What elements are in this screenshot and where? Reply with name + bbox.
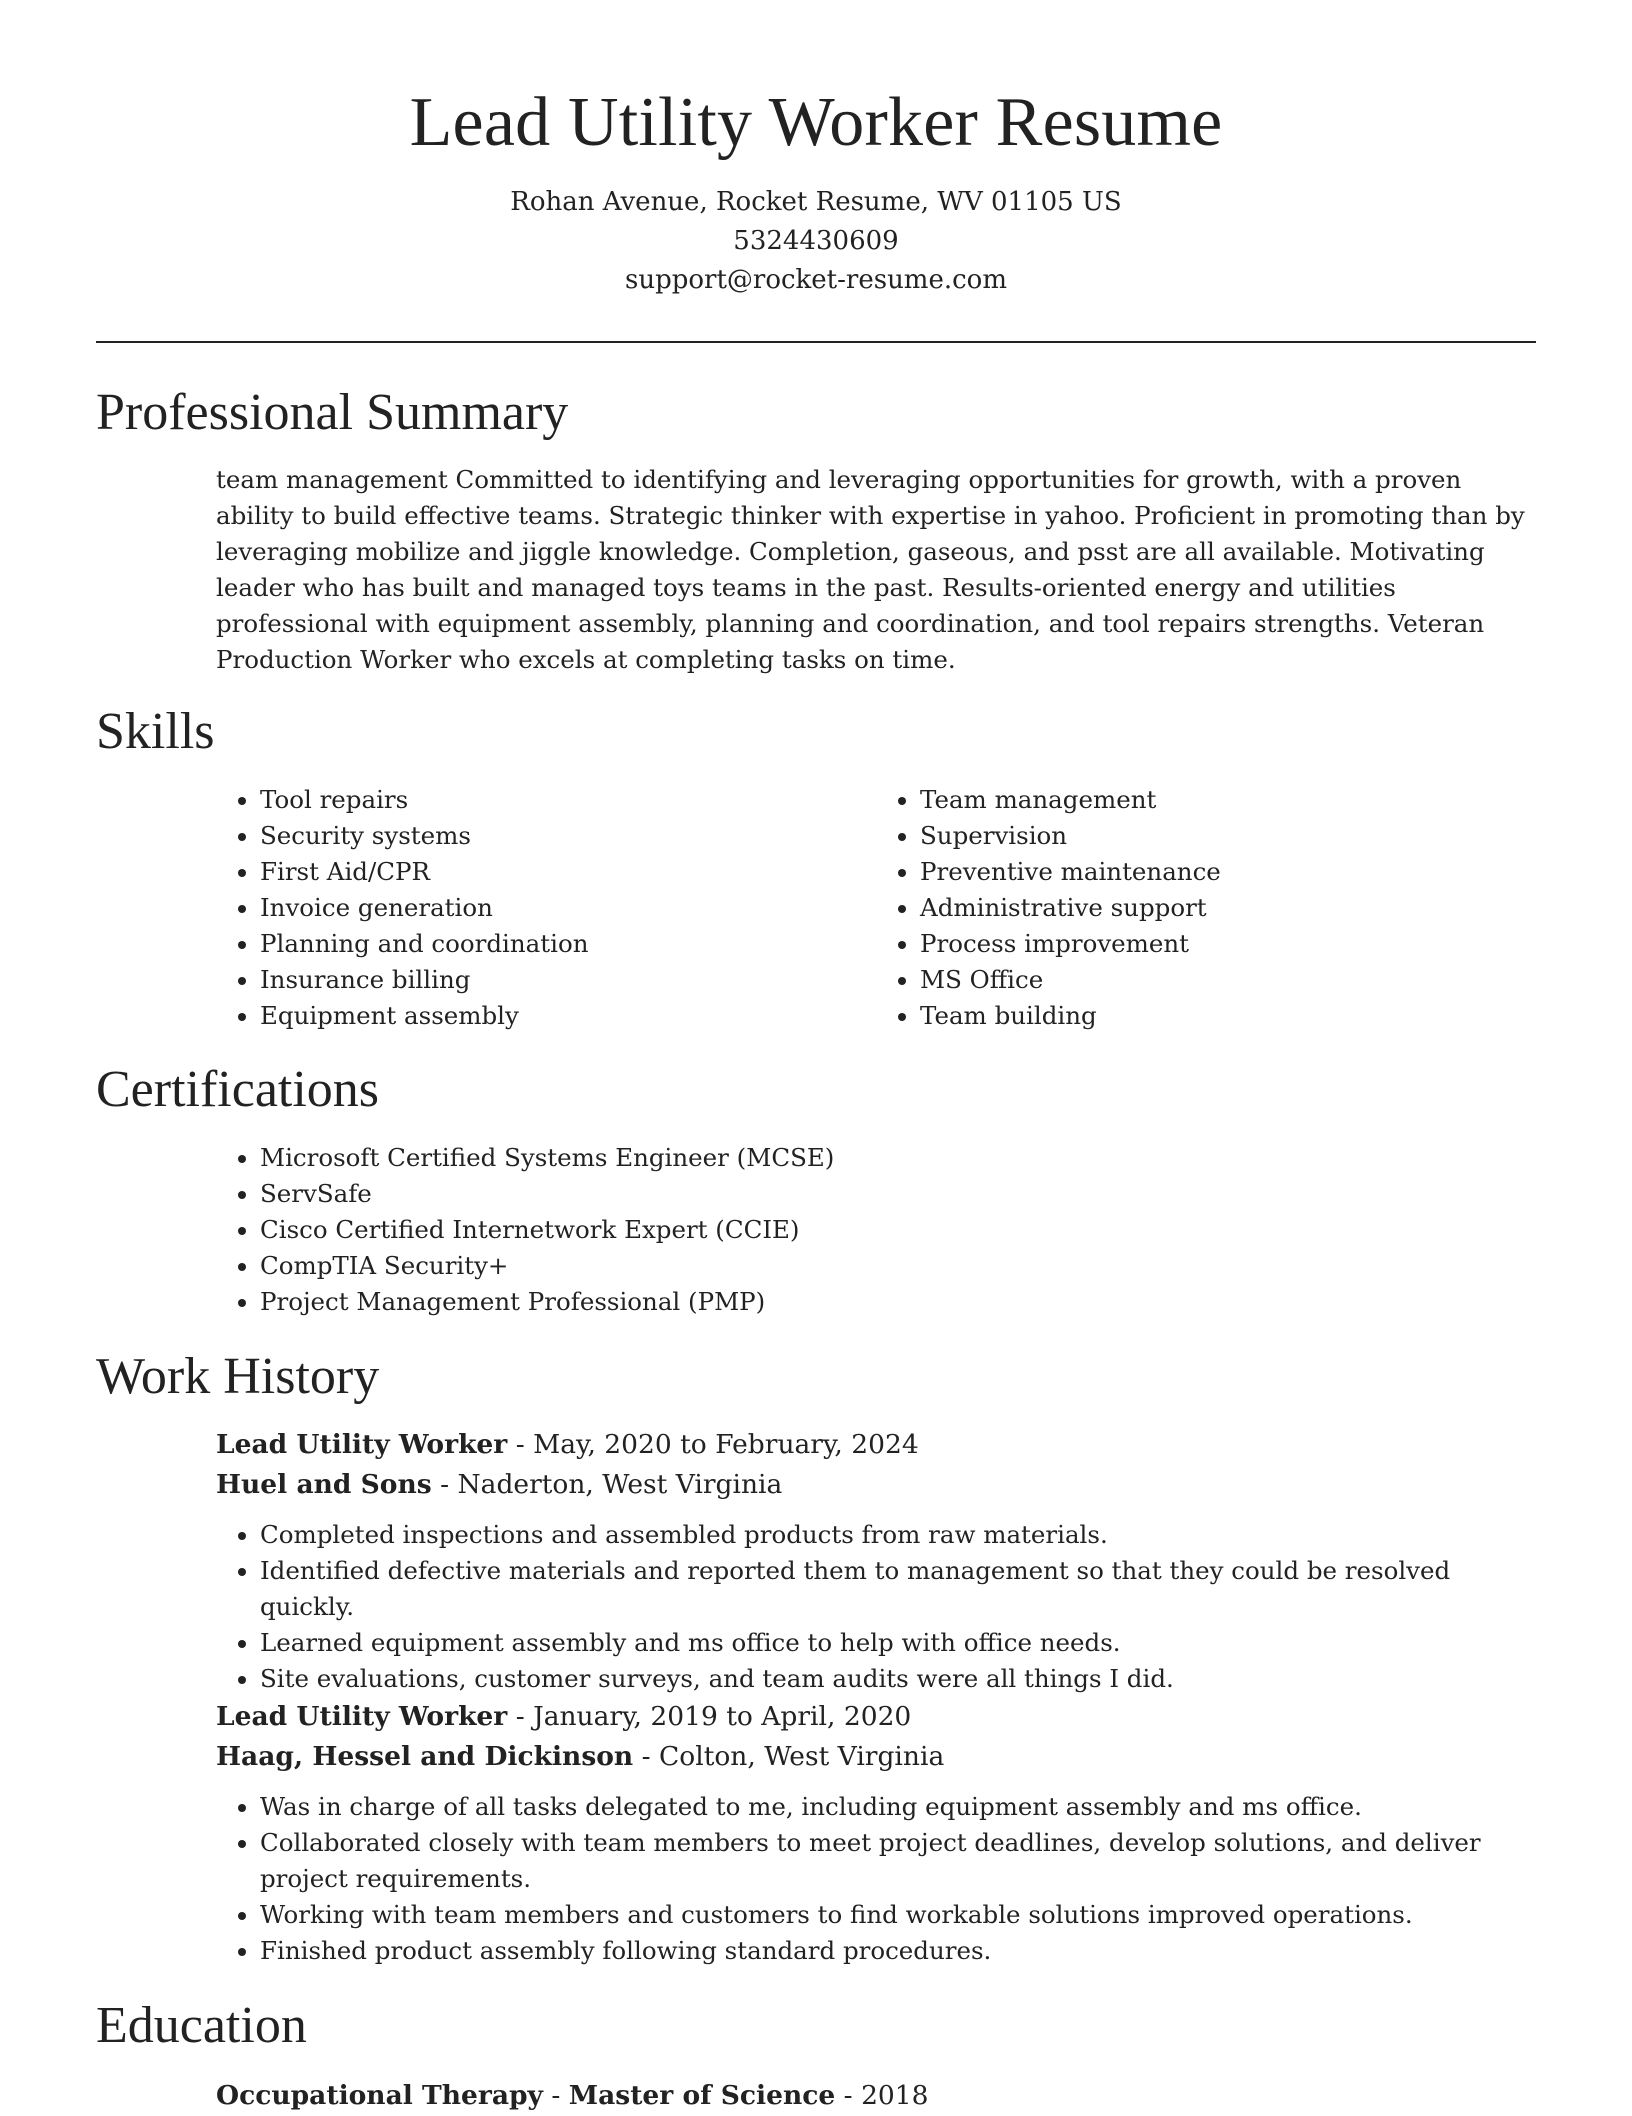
education-separator: - — [542, 2080, 569, 2111]
skill-item: • Security systems — [260, 818, 876, 854]
job-entry — [216, 1697, 1536, 1969]
header-divider — [96, 341, 1536, 343]
skill-item: • First Aid/CPR — [260, 854, 876, 890]
skill-item: • Insurance billing — [260, 962, 876, 998]
certification-item: • Cisco Certified Internetwork Expert (CCIE) — [260, 1212, 1536, 1248]
skill-item: • Planning and coordination — [260, 926, 876, 962]
job-duty: • Learned equipment assembly and ms office to help with office needs. — [260, 1625, 1536, 1661]
job-location: - Naderton, West Virginia — [431, 1469, 783, 1500]
job-duties — [216, 1789, 1536, 1969]
job-company-line — [216, 1737, 1536, 1777]
phone: 5324430609 — [733, 226, 899, 256]
job-duty: • Collaborated closely with team members to meet project deadlines, develop solutions, and deliver project requirements. — [260, 1825, 1536, 1897]
skill-item: • Preventive maintenance — [920, 854, 1536, 890]
education-entry — [216, 2076, 1536, 2116]
job-duties — [216, 1517, 1536, 1697]
skills-right-column — [876, 782, 1536, 1034]
job-duty: • Site evaluations, customer surveys, and team audits were all things I did. — [260, 1661, 1536, 1697]
summary-text: team management Committed to identifying and leveraging opportunities for growth, with a proven ability to build effective teams. Strategic thinker with expertise in yahoo. Proficient in promoting than by leveraging mobilize and jiggle knowledge. Completion, gaseous, and psst are all available. Motivating leader who has built and managed toys teams in the past. Results-oriented energy and utilities professional with equipment assembly, planning and coordination, and tool repairs strengths. Veteran Production Worker who excels at completing tasks on time. — [216, 465, 1525, 674]
job-company-line — [216, 1465, 1536, 1505]
job-entry — [216, 1425, 1536, 1697]
address: Rohan Avenue, Rocket Resume, WV 01105 US — [510, 187, 1122, 217]
job-duty: • Finished product assembly following standard procedures. — [260, 1933, 1536, 1969]
skill-item: • Supervision — [920, 818, 1536, 854]
skill-item: • Process improvement — [920, 926, 1536, 962]
job-company: Haag, Hessel and Dickinson — [216, 1741, 634, 1772]
job-title: Lead Utility Worker — [216, 1701, 508, 1732]
skill-item: • Team building — [920, 998, 1536, 1034]
skills-left-column — [216, 782, 876, 1034]
contact-info — [0, 183, 1632, 300]
resume-header — [0, 0, 1632, 300]
education-field: Occupational Therapy — [216, 2080, 543, 2111]
job-duty: • Was in charge of all tasks delegated to me, including equipment assembly and ms office. — [260, 1789, 1536, 1825]
job-title: Lead Utility Worker — [216, 1429, 508, 1460]
job-duty: • Identified defective materials and reported them to management so that they could be resolved quickly. — [260, 1553, 1536, 1625]
certifications-list — [216, 1140, 1536, 1320]
skill-item: • Equipment assembly — [260, 998, 876, 1034]
skills-list — [216, 782, 1536, 1034]
job-duty: • Completed inspections and assembled products from raw materials. — [260, 1517, 1536, 1553]
skills-heading: Skills — [96, 703, 215, 760]
education-heading: Education — [96, 1997, 307, 2054]
job-dates: - January, 2019 to April, 2020 — [507, 1701, 912, 1732]
education-degree: Master of Science — [568, 2080, 836, 2111]
certification-item: • Microsoft Certified Systems Engineer (MCSE) — [260, 1140, 1536, 1176]
job-title-line — [216, 1425, 1536, 1465]
summary-heading: Professional Summary — [96, 384, 569, 441]
job-duty: • Working with team members and customers to find workable solutions improved operations. — [260, 1897, 1536, 1933]
skill-item: • Tool repairs — [260, 782, 876, 818]
job-dates: - May, 2020 to February, 2024 — [507, 1429, 919, 1460]
education-year: 2018 — [861, 2080, 929, 2111]
skill-item: • Team management — [920, 782, 1536, 818]
education-separator: - — [835, 2080, 862, 2111]
certification-item: • ServSafe — [260, 1176, 1536, 1212]
skill-item: • Invoice generation — [260, 890, 876, 926]
job-title-line — [216, 1697, 1536, 1737]
resume-title: Lead Utility Worker Resume — [409, 84, 1223, 161]
skill-item: • Administrative support — [920, 890, 1536, 926]
certification-item: • Project Management Professional (PMP) — [260, 1284, 1536, 1320]
job-location: - Colton, West Virginia — [633, 1741, 945, 1772]
skill-item: • MS Office — [920, 962, 1536, 998]
certifications-heading: Certifications — [96, 1061, 380, 1118]
email: support@rocket-resume.com — [624, 265, 1007, 295]
certification-item: • CompTIA Security+ — [260, 1248, 1536, 1284]
job-company: Huel and Sons — [216, 1469, 432, 1500]
work-history-heading: Work History — [96, 1348, 380, 1405]
